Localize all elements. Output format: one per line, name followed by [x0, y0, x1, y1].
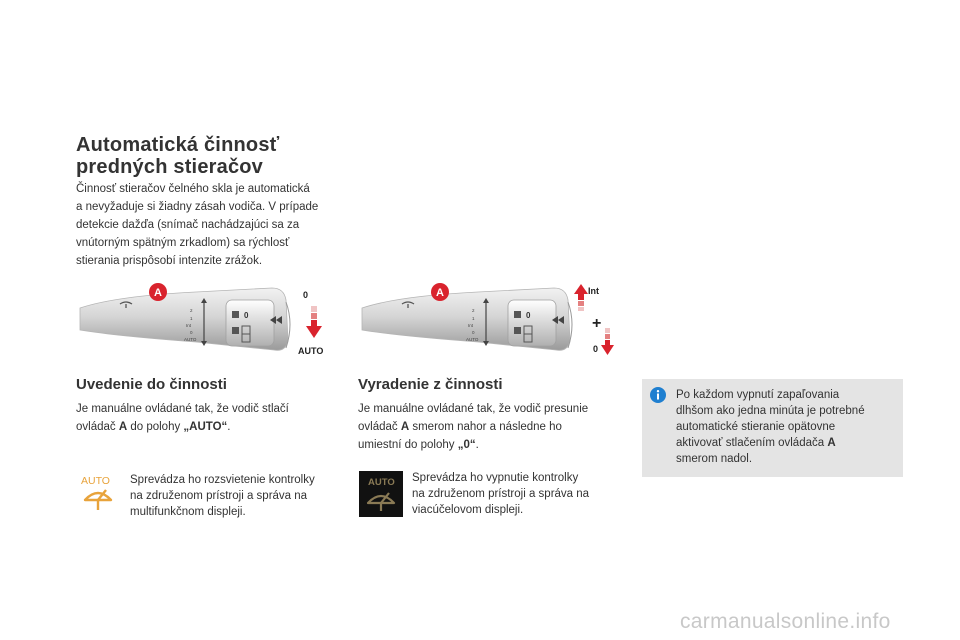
position-label-bottom: AUTO: [298, 346, 324, 356]
ring-label-0: 0: [244, 311, 249, 320]
stalk-mark-2: 2: [190, 308, 193, 313]
auto-position-ref: „AUTO“: [183, 421, 228, 433]
activation-line1: Je manuálne ovládané tak, že vodič stlačí: [76, 403, 289, 415]
activation-note-line: multifunkčnom displeji.: [130, 506, 246, 518]
deactivation-note-line: viacúčelovom displeji.: [412, 504, 524, 516]
text-fragment: aktivovať stlačením ovládača: [676, 437, 828, 449]
position-label-plus: +: [592, 315, 602, 332]
info-line: dlhšom ako jedna minúta je potrebné: [676, 405, 865, 417]
stalk-mark-2: 2: [472, 308, 475, 313]
text-fragment: umiestní do polohy: [358, 439, 458, 451]
info-text: [676, 387, 898, 467]
activation-line2: [76, 418, 346, 436]
zero-position-ref: „0“: [457, 439, 476, 451]
text-fragment: .: [475, 439, 479, 451]
text-fragment: ovládač: [76, 421, 119, 433]
wiper-stalk-figure-activate: [76, 278, 346, 360]
deactivation-line1: Je manuálne ovládané tak, že vodič presunie: [358, 403, 589, 415]
activation-heading: Uvedenie do činnosti: [76, 376, 227, 393]
stalk-mark-1: 1: [472, 316, 475, 321]
stalk-mark-auto: AUTO: [466, 337, 479, 342]
indicator-auto-label-off: AUTO: [368, 477, 395, 488]
deactivation-line3: [358, 436, 633, 454]
stalk-mark-1: 1: [190, 316, 193, 321]
wiper-stalk-figure-deactivate: [358, 278, 628, 360]
auto-wiper-indicator-on-icon: [80, 474, 118, 516]
info-box: [642, 379, 903, 477]
intro-paragraph: [76, 180, 366, 270]
deactivation-line2: [358, 418, 633, 436]
deactivation-note-line: Sprevádza ho vypnutie kontrolky: [412, 472, 579, 484]
control-a-ref: A: [400, 421, 410, 433]
stalk-mark-int: Int: [468, 323, 474, 328]
auto-wiper-indicator-off-icon: [359, 471, 403, 517]
marker-a-label: A: [154, 287, 162, 299]
page-title-line2: predných stieračov: [76, 156, 264, 178]
info-line: smerom nadol.: [676, 453, 753, 465]
deactivation-heading: Vyradenie z činnosti: [358, 376, 503, 393]
arrow-up-icon: [574, 284, 588, 311]
activation-note-line: Sprevádza ho rozsvietenie kontrolky: [130, 474, 315, 486]
deactivation-paragraph: [358, 400, 633, 454]
control-a-ref: A: [827, 437, 836, 449]
intro-line: vnútorným spätným zrkadlom) sa rýchlosť: [76, 237, 290, 249]
position-label-int: Int: [588, 286, 599, 296]
info-line: [676, 435, 898, 451]
text-fragment: do polohy: [127, 421, 184, 433]
intro-line: Činnosť stieračov čelného skla je automatická: [76, 183, 310, 195]
marker-a-label: A: [436, 287, 444, 299]
ring-label-0: 0: [526, 311, 531, 320]
info-line: automatické stieranie opätovne: [676, 421, 836, 433]
page-title-line1: Automatická činnosť: [76, 134, 280, 156]
stalk-mark-auto: AUTO: [184, 337, 197, 342]
intro-line: detekcie dažďa (snímač nachádzajúci sa za: [76, 219, 300, 231]
activation-note-line: na združenom prístroji a správa na: [130, 490, 308, 502]
deactivation-note: [412, 470, 632, 518]
position-label-0: 0: [593, 344, 599, 354]
intro-line: a nevyžaduje si žiadny zásah vodiča. V prípade: [76, 201, 319, 213]
arrow-down-icon: [306, 306, 322, 338]
activation-note: [130, 472, 350, 520]
stalk-mark-int: Int: [186, 323, 192, 328]
text-fragment: ovládač: [358, 421, 401, 433]
indicator-auto-label: AUTO: [81, 475, 110, 487]
page-title: [76, 134, 356, 178]
control-a-ref: A: [118, 421, 128, 433]
info-line: Po každom vypnutí zapaľovania: [676, 389, 840, 401]
info-icon: [650, 387, 666, 403]
watermark: carmanualsonline.info: [680, 610, 891, 633]
arrow-down-icon: [601, 328, 614, 355]
position-label-top: 0: [303, 290, 309, 300]
deactivation-note-line: na združenom prístroji a správa na: [412, 488, 590, 500]
stalk-mark-0: 0: [472, 330, 475, 335]
intro-line: stierania prispôsobí intenzite zrážok.: [76, 255, 263, 267]
text-fragment: .: [227, 421, 231, 433]
stalk-mark-0: 0: [190, 330, 193, 335]
text-fragment: smerom nahor a následne ho: [409, 421, 562, 433]
activation-paragraph: [76, 400, 346, 436]
